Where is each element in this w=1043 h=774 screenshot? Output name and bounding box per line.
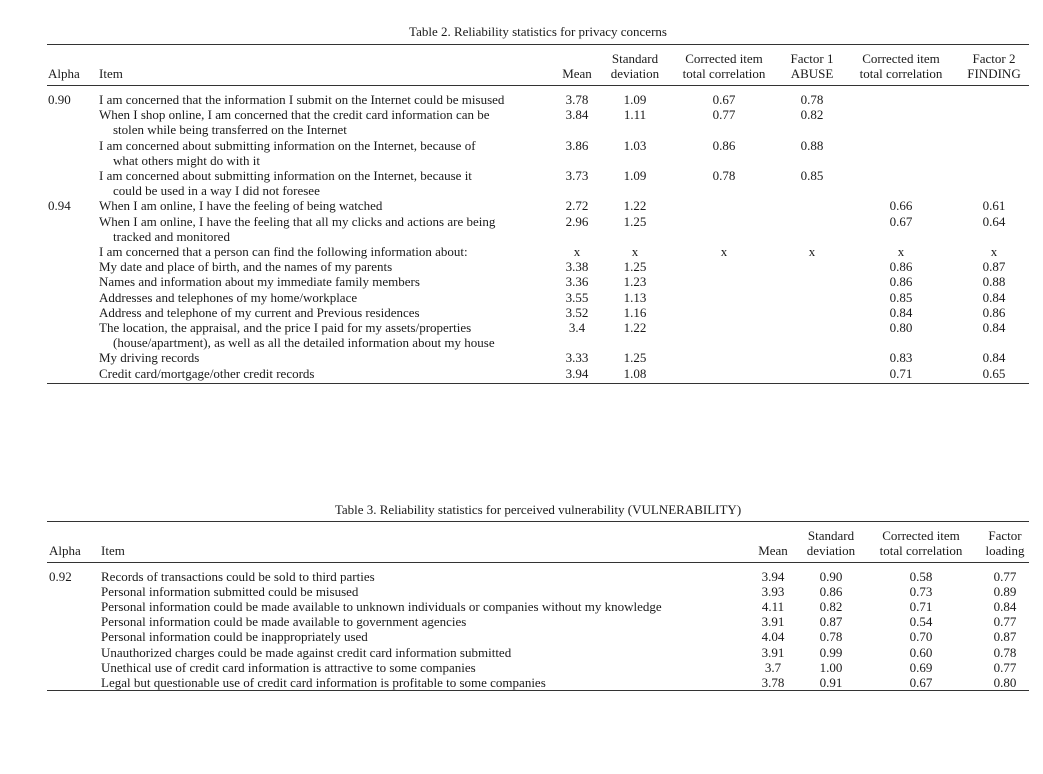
f2-cell: 0.84 (982, 350, 1006, 366)
cit-cell: 0.54 (909, 614, 933, 630)
header-fl-line2: loading (985, 543, 1025, 558)
header-f1-line1: Factor 1 (790, 51, 834, 66)
item-text: I am concerned about submitting information on the Internet, because of (99, 137, 476, 153)
mean-cell: 3.86 (565, 137, 589, 153)
fl-cell: 0.77 (993, 659, 1017, 675)
sd-cell: 1.23 (623, 274, 647, 290)
sd-cell: 1.22 (623, 198, 647, 214)
sd-cell: 1.09 (623, 92, 647, 107)
sd-cell: 1.25 (623, 259, 647, 275)
cit-cell: 0.67 (909, 674, 933, 690)
mean-cell: 4.11 (761, 599, 785, 615)
mean-cell: 3.4 (568, 320, 586, 335)
sd-cell: 0.78 (819, 629, 843, 645)
header-mean: Mean (562, 66, 592, 81)
f2-cell: 0.64 (982, 213, 1006, 229)
sd-cell: 0.90 (819, 569, 843, 584)
table-2-top-rule (47, 44, 1029, 45)
item-text: Address and telephone of my current and Previous residences (99, 304, 420, 320)
item-text: When I shop online, I am concerned that the credit card information can be (99, 107, 490, 123)
header-cit2-line1: Corrected item (862, 51, 940, 66)
item-text: The location, the appraisal, and the price I paid for my assets/properties (99, 320, 472, 335)
table-3-top-rule (47, 521, 1029, 522)
fl-cell: 0.80 (993, 674, 1017, 690)
header-cit2-line2: total correlation (859, 66, 943, 81)
sd-cell: 1.09 (623, 168, 647, 183)
sd-cell: 0.99 (819, 644, 843, 660)
item-text: When I am online, I have the feeling of being watched (99, 198, 383, 214)
cit1-cell: x (720, 244, 728, 259)
mean-cell: 3.94 (761, 569, 785, 584)
item-text: Credit card/mortgage/other credit records (99, 365, 315, 381)
sd-cell: 1.00 (819, 659, 843, 675)
item-text: I am concerned that the information I submit on the Internet could be misused (99, 92, 505, 107)
table-3-caption: Table 3. Reliability statistics for perceived vulnerability (VULNERABILITY) (334, 502, 742, 517)
mean-cell: 3.78 (565, 92, 589, 107)
header-f2-line1: Factor 2 (972, 51, 1016, 66)
header-sd-line2: deviation (806, 543, 856, 558)
item-text: stolen while being transferred on the Internet (113, 122, 347, 138)
mean-cell: 3.55 (565, 289, 589, 305)
header-f1-line2: ABUSE (790, 66, 834, 81)
mean-cell: 3.73 (565, 168, 589, 183)
fl-cell: 0.78 (993, 644, 1017, 660)
sd-cell: 1.25 (623, 350, 647, 366)
sd-cell: 0.91 (819, 674, 843, 690)
cit-cell: 0.69 (909, 659, 933, 675)
cit2-cell: 0.84 (889, 304, 913, 320)
alpha-cell: 0.90 (48, 92, 71, 107)
table-3 (47, 502, 1029, 696)
header-cit-line2: total correlation (879, 543, 963, 558)
mean-cell: x (573, 244, 581, 259)
mean-cell: 3.78 (761, 674, 785, 690)
header-cit-line1: Corrected item (882, 528, 960, 543)
mean-cell: 3.33 (565, 350, 589, 366)
cit2-cell: 0.86 (889, 274, 913, 290)
item-text: Personal information could be made available to government agencies (101, 614, 467, 630)
f2-cell: 0.88 (982, 274, 1006, 290)
item-text: Unauthorized charges could be made against credit card information submitted (101, 644, 512, 660)
cit-cell: 0.71 (909, 599, 933, 615)
sd-cell: 0.86 (819, 584, 843, 600)
sd-cell: 1.25 (623, 213, 647, 229)
cit1-cell: 0.67 (712, 92, 736, 107)
header-alpha: Alpha (49, 543, 81, 558)
cit2-cell: 0.80 (889, 320, 913, 335)
item-text: Personal information could be made available to unknown individuals or companies without my knowledge (101, 599, 662, 615)
header-cit1-line2: total correlation (682, 66, 766, 81)
f2-cell: 0.87 (982, 259, 1006, 275)
header-fl-line1: Factor (988, 528, 1022, 543)
header-mean: Mean (758, 543, 788, 558)
mean-cell: 2.72 (565, 198, 589, 214)
table-2-caption: Table 2. Reliability statistics for privacy concerns (409, 24, 667, 39)
cit1-cell: 0.77 (712, 107, 736, 123)
mean-cell: 3.93 (761, 584, 785, 600)
fl-cell: 0.84 (993, 599, 1017, 615)
mean-cell: 3.94 (565, 365, 589, 381)
f1-cell: 0.85 (800, 168, 824, 183)
item-text: could be used in a way I did not foresee (113, 183, 320, 199)
header-alpha: Alpha (48, 66, 80, 81)
f2-cell: 0.61 (982, 198, 1006, 214)
header-cit1-line1: Corrected item (685, 51, 763, 66)
f2-cell: 0.84 (982, 320, 1006, 335)
sd-cell: 1.03 (623, 137, 647, 153)
item-text: My driving records (99, 350, 200, 366)
mean-cell: 3.91 (761, 614, 785, 630)
f2-cell: 0.86 (982, 304, 1006, 320)
item-text: (house/apartment), as well as all the detailed information about my house (113, 335, 495, 351)
cit1-cell: 0.86 (712, 137, 736, 153)
item-text: My date and place of birth, and the names of my parents (99, 259, 393, 275)
header-sd-line1: Standard (611, 51, 659, 66)
f2-cell: 0.65 (982, 365, 1006, 381)
header-item: Item (99, 66, 123, 81)
mean-cell: 4.04 (761, 629, 785, 645)
alpha-cell: 0.92 (49, 569, 72, 584)
sd-cell: 1.08 (623, 365, 647, 381)
mean-cell: 2.96 (565, 213, 589, 229)
cit2-cell: 0.67 (889, 213, 913, 229)
f2-cell: x (990, 244, 998, 259)
sd-cell: 1.22 (623, 320, 647, 335)
item-text: Personal information could be inappropriately used (101, 629, 368, 645)
cit-cell: 0.58 (909, 569, 933, 584)
cit2-cell: x (897, 244, 905, 259)
f1-cell: x (808, 244, 816, 259)
sd-cell: x (631, 244, 639, 259)
sd-cell: 1.13 (623, 289, 647, 305)
item-text: I am concerned about submitting information on the Internet, because it (99, 168, 472, 183)
fl-cell: 0.77 (993, 569, 1017, 584)
cit2-cell: 0.66 (889, 198, 913, 214)
item-text: I am concerned that a person can find the following information about: (99, 244, 468, 259)
fl-cell: 0.89 (993, 584, 1017, 600)
item-text: Records of transactions could be sold to third parties (101, 569, 375, 584)
cit2-cell: 0.71 (889, 365, 913, 381)
item-text: tracked and monitored (113, 228, 230, 244)
mean-cell: 3.36 (565, 274, 589, 290)
mean-cell: 3.84 (565, 107, 589, 123)
header-sd-line2: deviation (610, 66, 660, 81)
fl-cell: 0.87 (993, 629, 1017, 645)
item-text: Legal but questionable use of credit card information is profitable to some companies (101, 674, 546, 690)
mean-cell: 3.52 (565, 304, 589, 320)
f1-cell: 0.88 (800, 137, 824, 153)
cit2-cell: 0.85 (889, 289, 913, 305)
header-item: Item (101, 543, 125, 558)
table-3-header-rule (47, 562, 1029, 563)
table-2 (47, 24, 1029, 388)
alpha-cell: 0.94 (48, 198, 71, 214)
sd-cell: 0.87 (819, 614, 843, 630)
item-text: Personal information submitted could be misused (101, 584, 359, 600)
header-sd-line1: Standard (807, 528, 855, 543)
mean-cell: 3.91 (761, 644, 785, 660)
f1-cell: 0.78 (800, 92, 824, 107)
header-f2-line2: FINDING (967, 66, 1021, 81)
fl-cell: 0.77 (993, 614, 1017, 630)
mean-cell: 3.38 (565, 259, 589, 275)
item-text: what others might do with it (113, 152, 260, 168)
item-text: When I am online, I have the feeling that all my clicks and actions are being (99, 213, 496, 229)
cit2-cell: 0.83 (889, 350, 913, 366)
f2-cell: 0.84 (982, 289, 1006, 305)
cit2-cell: 0.86 (889, 259, 913, 275)
mean-cell: 3.7 (764, 659, 782, 675)
sd-cell: 0.82 (819, 599, 843, 615)
f1-cell: 0.82 (800, 107, 824, 123)
item-text: Addresses and telephones of my home/workplace (99, 289, 358, 305)
table-2-bottom-rule (47, 383, 1029, 384)
table-3-bottom-rule (47, 690, 1029, 691)
cit-cell: 0.73 (909, 584, 933, 600)
item-text: Names and information about my immediate family members (99, 274, 420, 290)
cit1-cell: 0.78 (712, 168, 736, 183)
item-text: Unethical use of credit card information is attractive to some companies (101, 659, 476, 675)
sd-cell: 1.11 (623, 107, 647, 123)
cit-cell: 0.70 (909, 629, 933, 645)
sd-cell: 1.16 (623, 304, 647, 320)
table-2-header-rule (47, 85, 1029, 86)
cit-cell: 0.60 (909, 644, 933, 660)
